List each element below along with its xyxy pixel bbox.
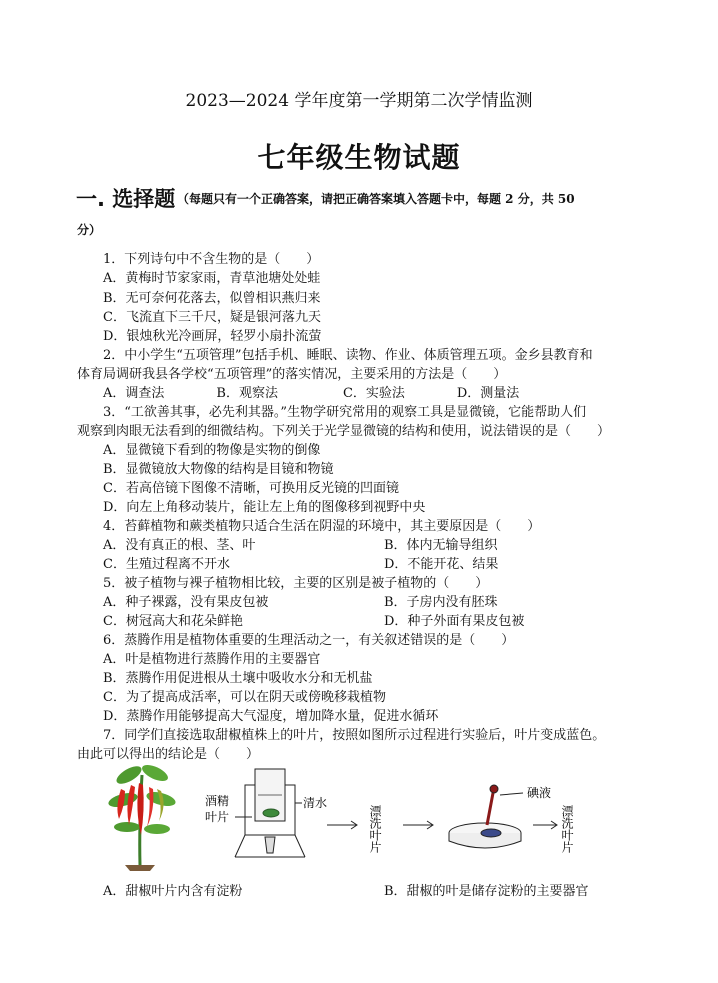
arrow-icon [327,821,357,829]
option-1d: D．银烛秋光冷画屏，轻罗小扇扑流萤 [103,329,322,344]
exam-title: 七年级生物试题 [257,141,461,174]
option-4c: C．生殖过程离不开水 [103,557,230,572]
arrow-icon [403,821,433,829]
option-3d: D．向左上角移动装片，能让左上角的图像移到视野中央 [103,500,426,515]
option-6c: C．为了提高成活率，可以在阴天或傍晚移栽植物 [103,690,386,705]
label-alcohol: 酒精 [205,794,230,808]
label-rinse-2: 漂洗叶片 [560,805,574,853]
section-note-cont: 分） [77,223,102,237]
experiment-figure [95,755,615,875]
option-7a: A．甜椒叶片内含有淀粉 [103,884,243,899]
option-6d: D．蒸腾作用能够提高大气湿度，增加降水量，促进水循环 [103,709,439,724]
option-6b: B．蒸腾作用促进根从土壤中吸收水分和无机盐 [103,671,373,686]
question-6: 6．蒸腾作用是植物体重要的生理活动之一，有关叙述错误的是（ ） [103,633,515,648]
question-1: 1．下列诗句中不含生物的是（ ） [103,252,320,267]
options-2: A．调查法 B．观察法 C．实验法 D．测量法 [103,386,520,401]
arrow-icon [533,821,557,829]
pepper-plant-illustration [107,762,177,871]
question-2: 2．中小学生“五项管理”包括手机、睡眠、读物、作业、体质管理五项。金乡县教育和 [103,348,593,363]
option-4b: B．体内无输导组织 [384,538,498,553]
question-3: 3．“工欲善其事，必先利其器。”生物学研究常用的观察工具是显微镜，它能帮助人们 [103,405,587,420]
section-note: （每题只有一个正确答案，请把正确答案填入答题卡中，每题 2 分，共 50 [177,192,575,206]
question-2-cont: 体育局调研我县各学校“五项管理”的落实情况，主要采用的方法是（ ） [77,367,507,382]
option-7b: B．甜椒的叶是储存淀粉的主要器官 [384,884,589,899]
option-4d: D．不能开花、结果 [384,557,499,572]
label-rinse-1: 漂洗叶片 [368,805,382,853]
question-7: 7．同学们直接选取甜椒植株上的叶片，按照如图所示过程进行实验后，叶片变成蓝色。 [103,728,606,743]
label-iodine: 碘液 [527,786,552,800]
option-5d: D．种子外面有果皮包被 [384,614,525,629]
option-5b: B．子房内没有胚珠 [384,595,498,610]
label-water: 清水 [303,796,328,810]
option-1a: A．黄梅时节家家雨，青草池塘处处蛙 [103,271,321,286]
option-5c: C．树冠高大和花朵鲜艳 [103,614,243,629]
question-4: 4．苔藓植物和蕨类植物只适合生活在阴湿的环境中，其主要原因是（ ） [103,519,541,534]
option-1c: C．飞流直下三千尺，疑是银河落九天 [103,310,321,325]
option-3c: C．若高倍镜下图像不清晰，可换用反光镜的凹面镜 [103,481,399,496]
question-7-cont: 由此可以得出的结论是（ ） [77,747,260,762]
option-5a: A．种子裸露，没有果皮包被 [103,595,269,610]
option-6a: A．叶是植物进行蒸腾作用的主要器官 [103,652,321,667]
water-bath-apparatus [235,769,305,857]
option-4a: A．没有真正的根、茎、叶 [103,538,256,553]
option-3a: A．显微镜下看到的物像是实物的倒像 [103,443,321,458]
question-5: 5．被子植物与裸子植物相比较，主要的区别是被子植物的（ ） [103,576,489,591]
question-3-cont: 观察到肉眼无法看到的细微结构。下列关于光学显微镜的结构和使用，说法错误的是（ ） [77,424,611,439]
exam-header: 2023—2024 学年度第一学期第二次学情监测 [185,91,533,111]
option-1b: B．无可奈何花落去，似曾相识燕归来 [103,291,321,306]
section-heading: 一. 选择题 [76,187,176,211]
option-3b: B．显微镜放大物像的结构是目镜和物镜 [103,462,334,477]
label-leaf: 叶片 [205,810,230,824]
